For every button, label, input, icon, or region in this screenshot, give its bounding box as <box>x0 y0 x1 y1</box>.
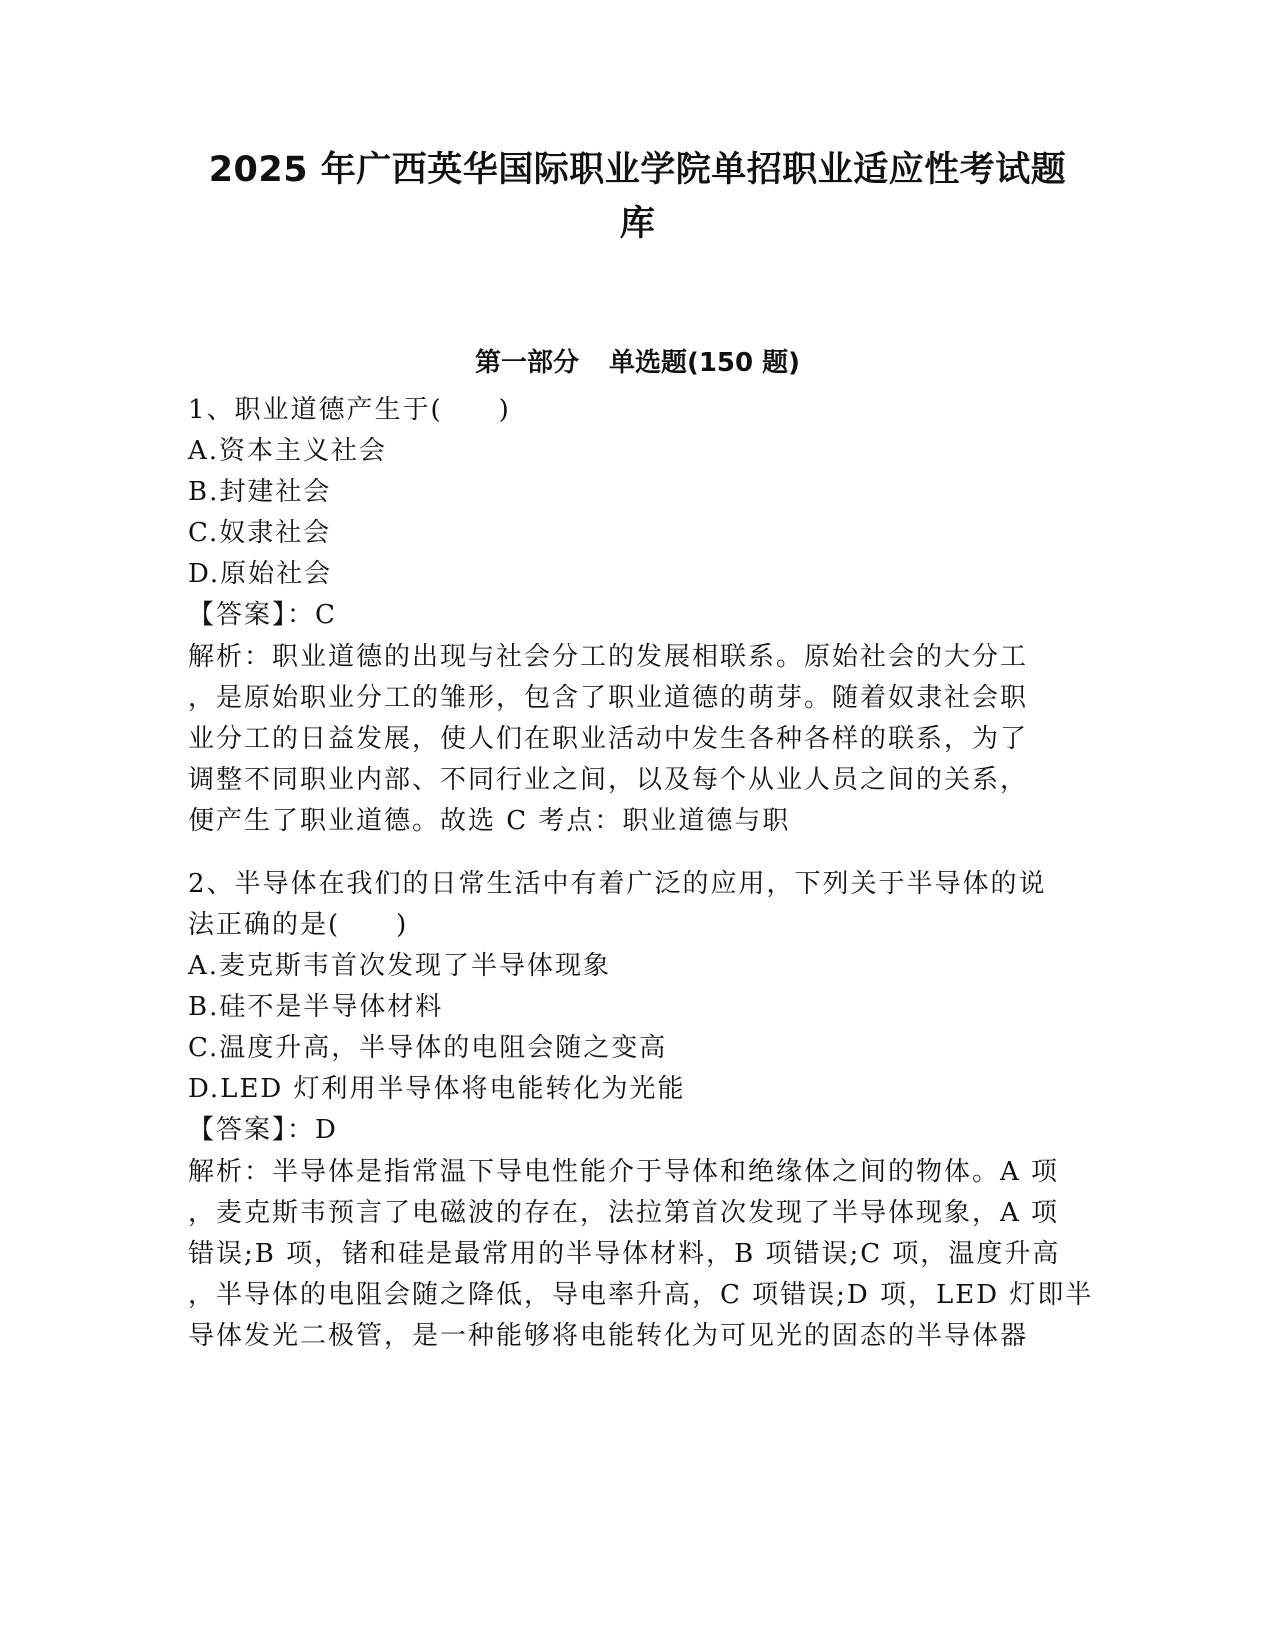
question-2-analysis-line: ，麦克斯韦预言了电磁波的存在，法拉第首次发现了半导体现象，A 项 <box>188 1198 1060 1228</box>
question-2-analysis-line: 导体发光二极管，是一种能够将电能转化为可见光的固态的半导体器 <box>188 1321 1029 1351</box>
section-heading <box>180 346 1095 380</box>
question-1-analysis-line: 解析：职业道德的出现与社会分工的发展相联系。原始社会的大分工 <box>188 642 1029 672</box>
question-2-stem: 法正确的是( ) <box>188 910 409 940</box>
document-title-line-2: 库 <box>619 204 656 244</box>
question-2-analysis-line: 解析：半导体是指常温下导电性能介于导体和绝缘体之间的物体。A 项 <box>188 1157 1060 1187</box>
document-title <box>180 143 1095 251</box>
question-2-answer: 【答案】：D <box>188 1115 338 1145</box>
question-2-option-b: B.硅不是半导体材料 <box>188 992 444 1022</box>
question-1-option-b: B.封建社会 <box>188 477 332 507</box>
document-title-line-1: 2025 年广西英华国际职业学院单招职业适应性考试题 <box>208 150 1067 190</box>
question-2-option-a: A.麦克斯韦首次发现了半导体现象 <box>188 951 612 981</box>
section-heading-part: 第一部分 <box>474 348 579 378</box>
question-2-option-c: C.温度升高，半导体的电阻会随之变高 <box>188 1033 668 1063</box>
question-1-analysis-line: 便产生了职业道德。故选 C 考点：职业道德与职 <box>188 806 791 836</box>
question-1-answer: 【答案】：C <box>188 600 337 630</box>
question-2-stem: 2、半导体在我们的日常生活中有着广泛的应用，下列关于半导体的说 <box>188 869 1047 899</box>
question-1-option-c: C.奴隶社会 <box>188 518 332 548</box>
question-2-option-d: D.LED 灯利用半导体将电能转化为光能 <box>188 1074 686 1104</box>
question-2-analysis-line: ，半导体的电阻会随之降低，导电率升高，C 项错误;D 项，LED 灯即半 <box>188 1280 1094 1310</box>
section-heading-type: 单选题(150 题) <box>608 348 801 378</box>
question-1-analysis-line: ，是原始职业分工的雏形，包含了职业道德的萌芽。随着奴隶社会职 <box>188 683 1029 713</box>
question-1-option-a: A.资本主义社会 <box>188 436 388 466</box>
question-2-analysis-line: 错误;B 项，锗和硅是最常用的半导体材料，B 项错误;C 项，温度升高 <box>188 1239 1061 1269</box>
question-1-stem: 1、职业道德产生于( ) <box>188 395 511 425</box>
question-1-analysis-line: 业分工的日益发展，使人们在职业活动中发生各种各样的联系，为了 <box>188 724 1029 754</box>
question-1-analysis-line: 调整不同职业内部、不同行业之间，以及每个从业人员之间的关系， <box>188 765 1029 795</box>
question-1-option-d: D.原始社会 <box>188 559 333 589</box>
